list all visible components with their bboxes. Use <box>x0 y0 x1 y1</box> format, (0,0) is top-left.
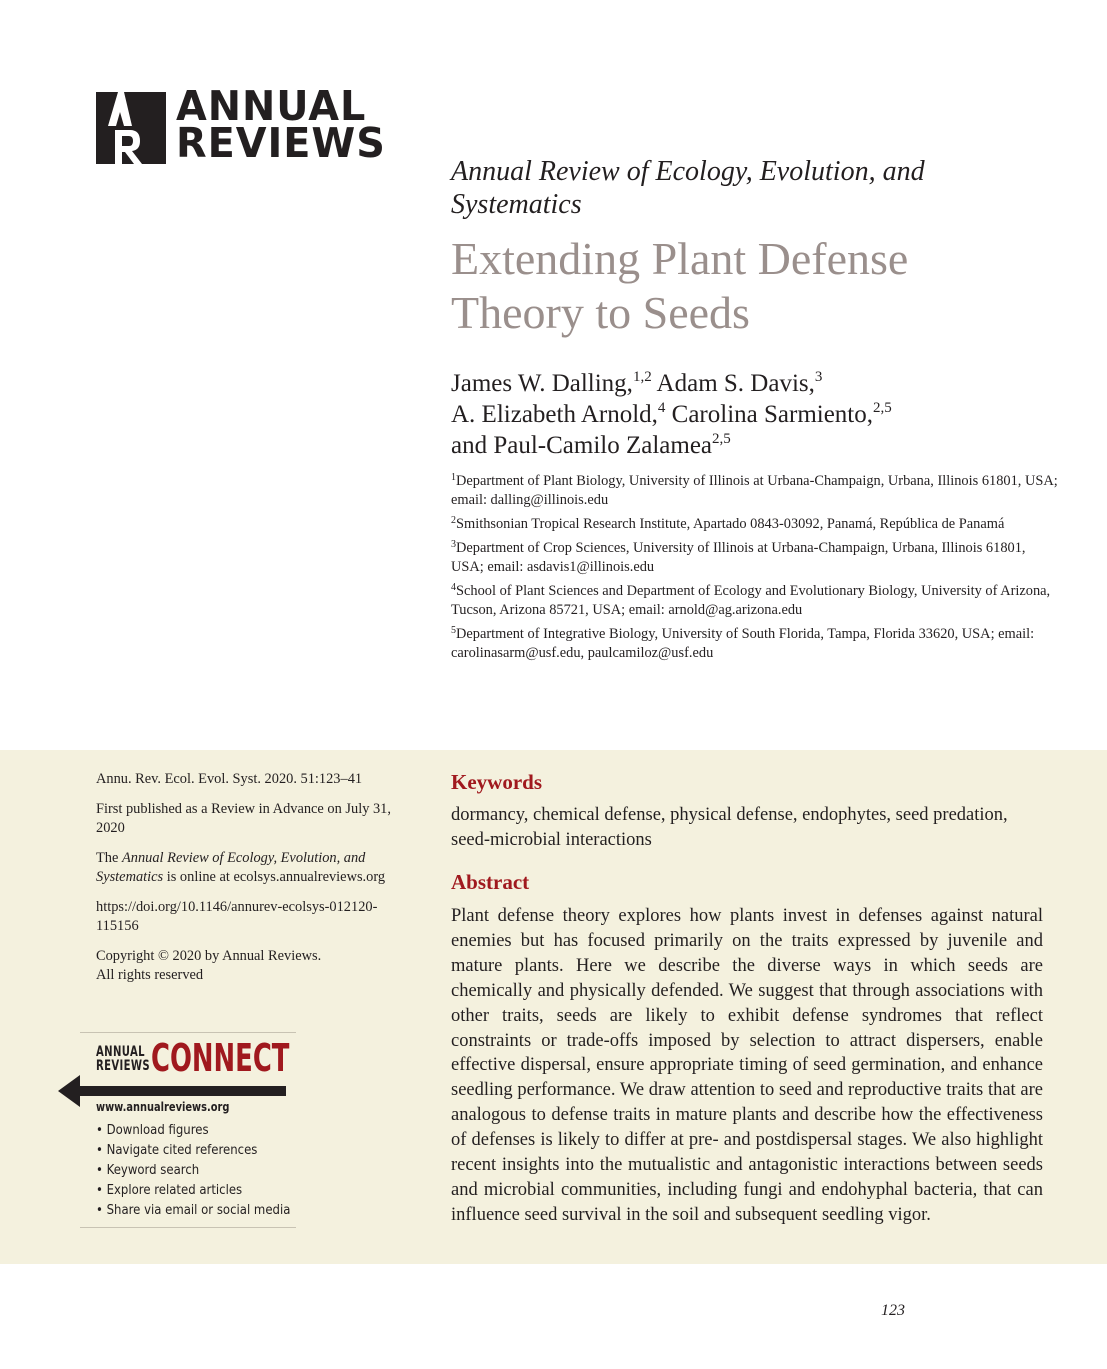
connect-feature-item: • Explore related articles <box>96 1183 243 1198</box>
author-name: James W. Dalling, <box>451 370 633 397</box>
ar-logo-mark-icon <box>96 92 166 164</box>
affiliation <box>451 625 1061 663</box>
page-number: 123 <box>881 1302 905 1319</box>
logo-word-annual: ANNUAL <box>176 82 367 130</box>
connect-feature-item: • Navigate cited references <box>96 1143 258 1158</box>
affiliation-number: 3 <box>451 539 456 550</box>
abstract-heading: Abstract <box>451 870 530 894</box>
affiliation-text: Smithsonian Tropical Research Institute, Apartado 0843-03092, Panamá, República de Panamá <box>456 516 1005 532</box>
annual-reviews-connect-box[interactable] <box>80 1032 296 1228</box>
affiliation <box>451 472 1061 510</box>
author-name: A. Elizabeth Arnold, <box>451 401 658 428</box>
connect-feature-item: • Keyword search <box>96 1163 200 1178</box>
affiliation-number: 5 <box>451 625 456 636</box>
keywords-heading: Keywords <box>451 770 542 794</box>
connect-url[interactable]: www.annualreviews.org <box>96 1100 230 1114</box>
affiliation <box>451 582 1061 620</box>
journal-name: Annual Review of Ecology, Evolution, and Systematics <box>451 156 925 220</box>
online-note-journal: Annual Review of Ecology, Evolution, and Systematics <box>96 850 366 885</box>
logo-word-reviews: REVIEWS <box>176 119 386 167</box>
author-affil-ref: 3 <box>814 369 823 385</box>
affiliation-number: 2 <box>451 515 456 526</box>
keywords-text: dormancy, chemical defense, physical defense, endophytes, seed predation, seed-microbial interactions <box>451 805 1008 850</box>
publication-metadata <box>96 770 416 996</box>
author-name: and Paul-Camilo Zalamea <box>451 432 713 459</box>
copyright-line: Copyright © 2020 by Annual Reviews. <box>96 948 322 964</box>
rights-line: All rights reserved <box>96 967 204 983</box>
affiliation-text: Department of Plant Biology, University of Illinois at Urbana-Champaign, Urbana, Illinois 61801, USA; email: dalling@illinois.edu <box>451 473 1058 508</box>
connect-wordmark: CONNECT <box>151 1036 290 1080</box>
abstract-text: Plant defense theory explores how plants invest in defenses against natural enemies but has focused primarily on the traits expressed by juvenile and mature plants. Here we describe the diverse ways in which seeds are chemically and physically defended. We suggest that through associations with other traits, seeds are likely to exhibit defense syndromes that reflect constraints or trade-offs imposed by selection to attract dispersers, enable effective dispersal, ensure appropriate timing of seed germination, and enhance seedling performance. We draw attention to seed and reproductive traits that are analogous to defense traits in mature plants and describe how the effectiveness of defenses is likely to differ at pre- and postdispersal stages. We also highlight recent insights into the mutualistic and antagonistic interactions between seeds and microbial communities, including fungi and endohyphal bacteria, that can influence seed survival in the soil and subsequent seedling vigor. <box>451 906 1043 1225</box>
connect-feature-item: • Download figures <box>96 1123 209 1138</box>
affiliation-number: 4 <box>451 582 456 593</box>
online-note-prefix: The <box>96 850 122 866</box>
author-name: Carolina Sarmiento, <box>665 401 873 428</box>
author-list <box>451 368 1071 461</box>
affiliation-text: School of Plant Sciences and Department of Ecology and Evolutionary Biology, University of Arizona, Tucson, Arizona 85721, USA; email: arnold@ag.arizona.edu <box>451 583 1051 618</box>
connect-feature-list <box>96 1121 312 1221</box>
doi-link[interactable]: https://doi.org/10.1146/annurev-ecolsys-012120-115156 <box>96 899 378 934</box>
affiliation-text: Department of Integrative Biology, University of South Florida, Tampa, Florida 33620, USA; email: carolinasarm@usf.edu, paulcamiloz@usf.edu <box>451 626 1035 661</box>
first-published: First published as a Review in Advance on July 31, 2020 <box>96 801 391 836</box>
author-affil-ref: 4 <box>657 400 666 416</box>
connect-ar-line1: ANNUAL <box>96 1044 145 1060</box>
affiliation-text: Department of Crop Sciences, University of Illinois at Urbana-Champaign, Urbana, Illinois 61801, USA; email: asdavis1@illinois.edu <box>451 540 1026 575</box>
online-note-suffix: is online at ecolsys.annualreviews.org <box>163 869 386 885</box>
affiliation-list <box>451 472 1061 668</box>
logo-wordmark <box>176 82 386 167</box>
online-note <box>96 849 416 887</box>
affiliation <box>451 539 1061 577</box>
affiliation-number: 1 <box>451 472 456 483</box>
annual-reviews-logo[interactable] <box>96 82 386 167</box>
citation: Annu. Rev. Ecol. Evol. Syst. 2020. 51:123–41 <box>96 771 363 787</box>
connect-ar-label <box>96 1045 150 1073</box>
article-title: Extending Plant Defense Theory to Seeds <box>451 233 909 338</box>
connect-ar-line2: REVIEWS <box>96 1058 150 1074</box>
copyright <box>96 947 416 985</box>
author-affil-ref: 2,5 <box>712 431 731 447</box>
connect-feature-item: • Share via email or social media <box>96 1203 291 1218</box>
author-name: Adam S. Davis, <box>651 370 815 397</box>
author-affil-ref: 1,2 <box>632 369 652 385</box>
author-affil-ref: 2,5 <box>873 400 892 416</box>
affiliation <box>451 515 1061 534</box>
